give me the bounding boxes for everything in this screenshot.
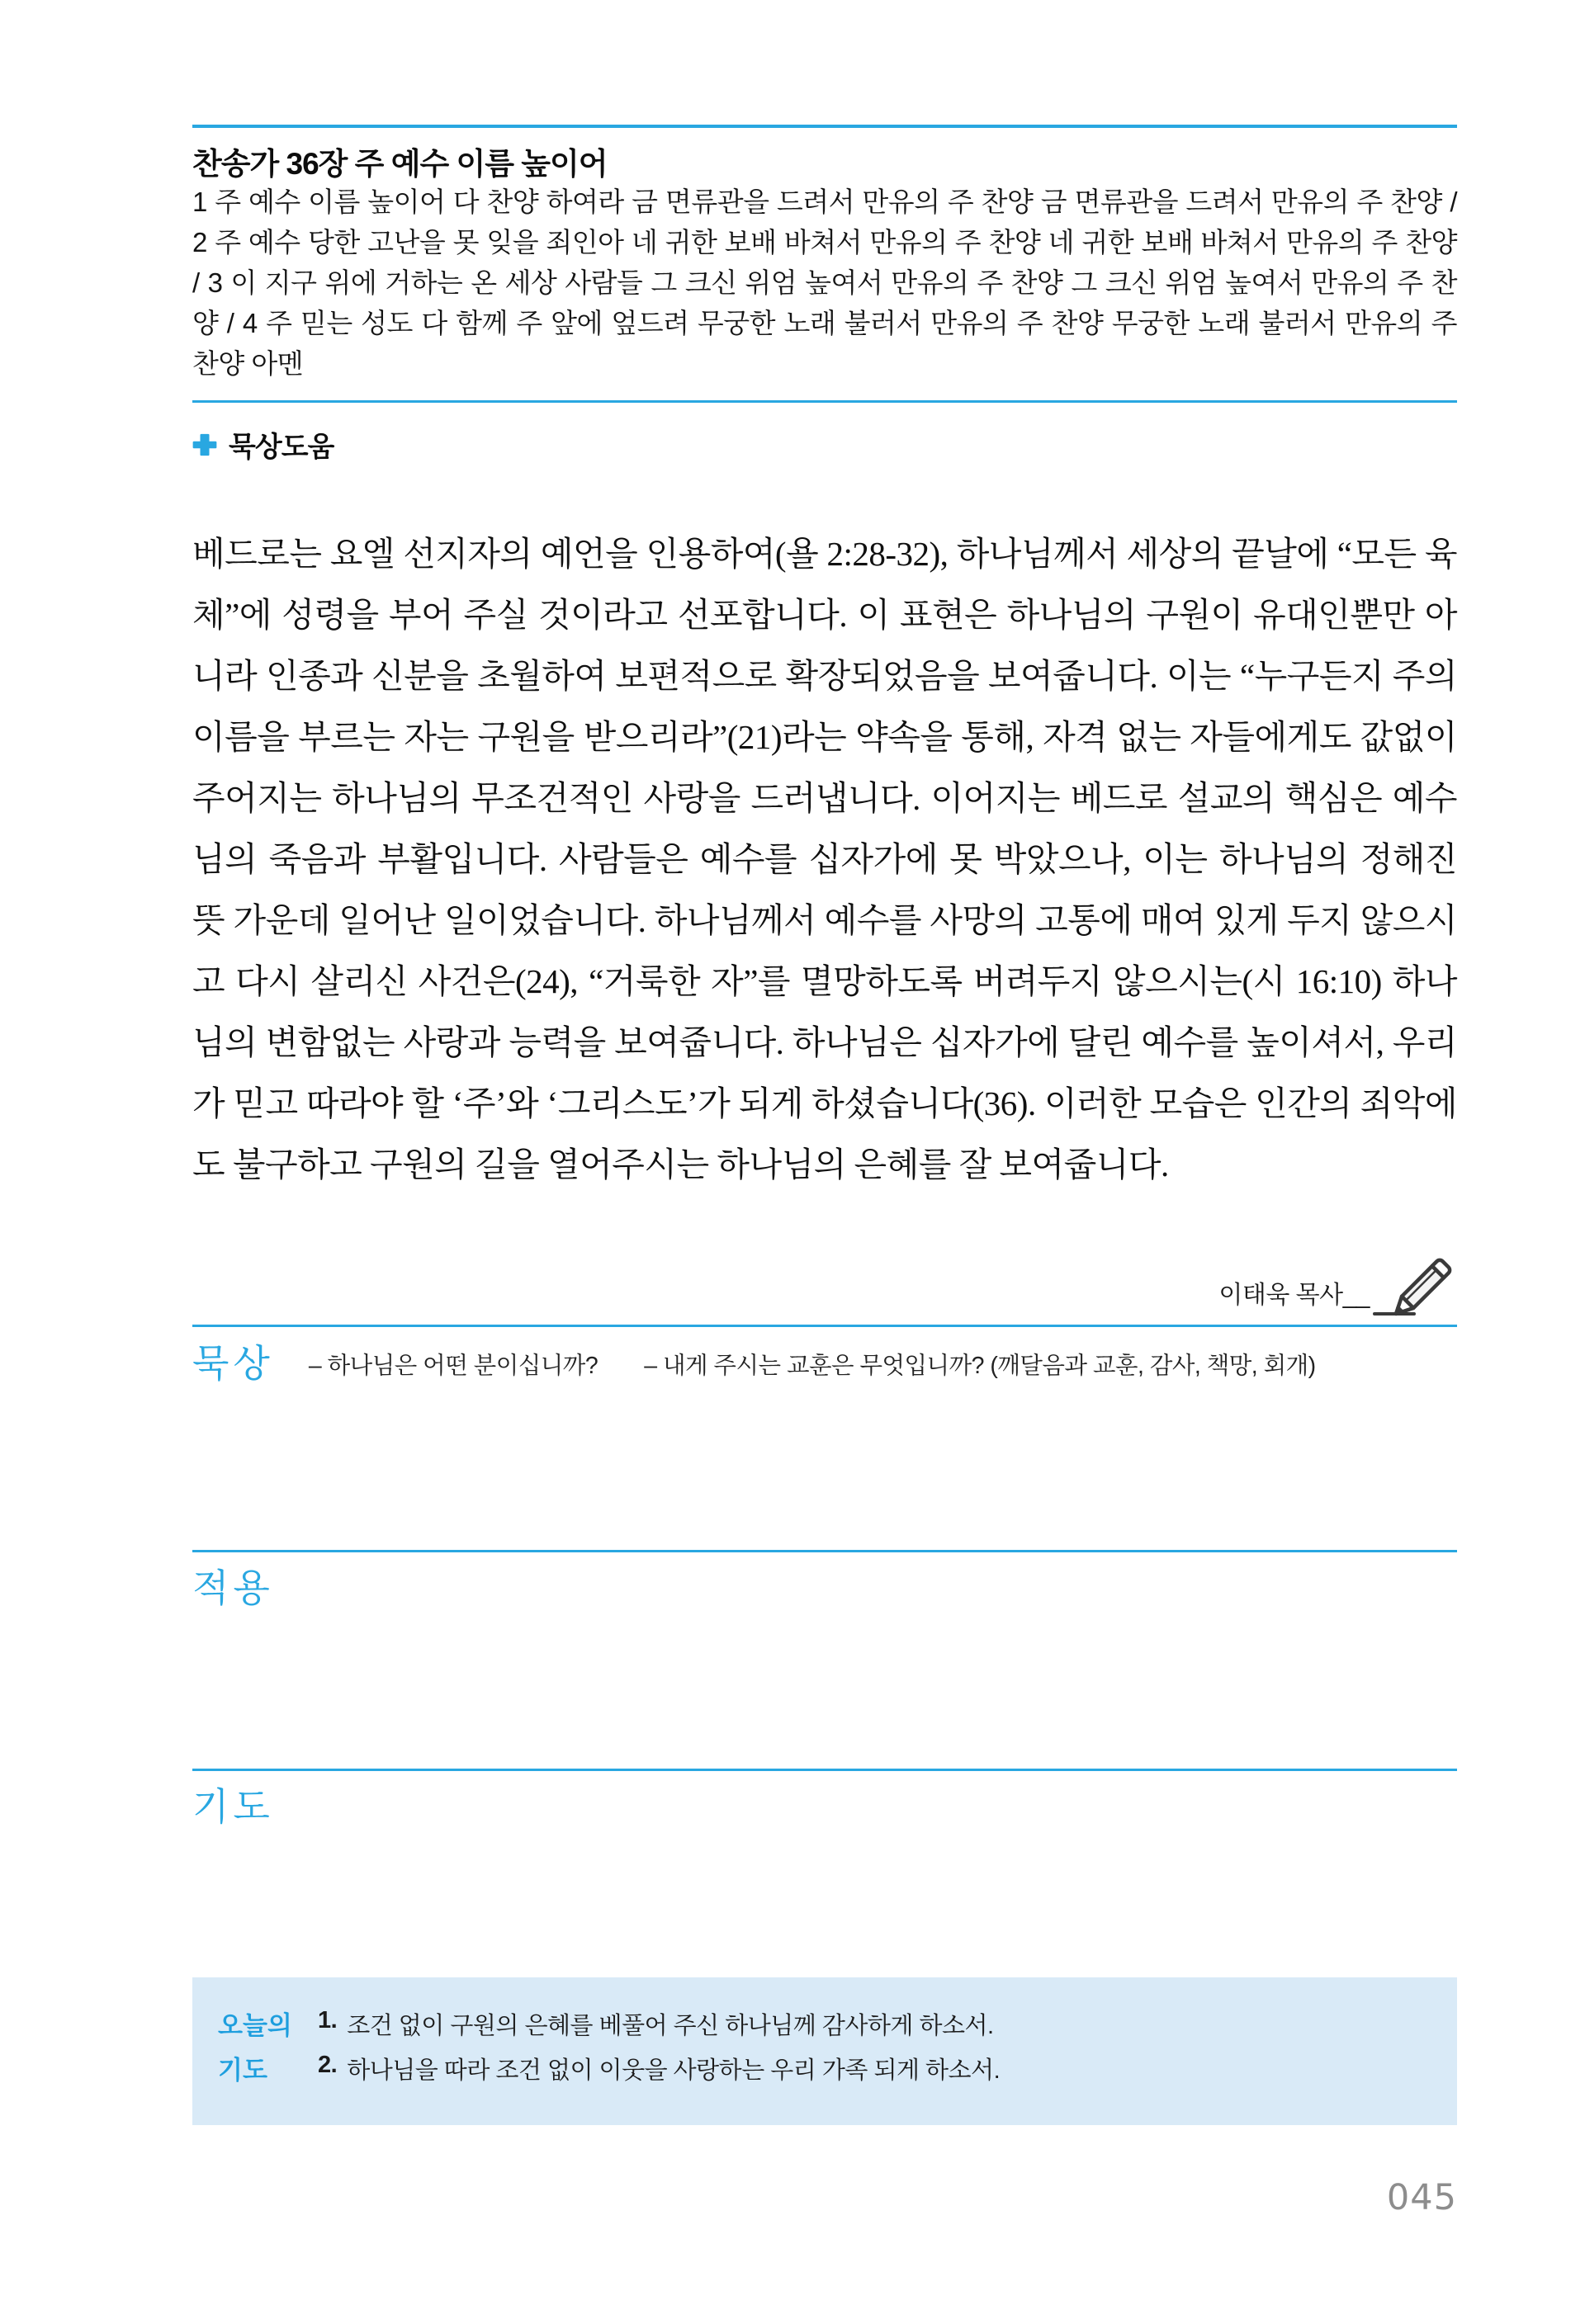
- prayer-section: [192, 1777, 1457, 1831]
- application-label: 적용: [192, 1566, 274, 1609]
- meditation-label: 묵상: [192, 1342, 274, 1385]
- top-divider: [192, 125, 1457, 128]
- author-signature: [1218, 1254, 1457, 1320]
- today-prayer-label-line2: 기도: [218, 2056, 267, 2085]
- meditation-help-divider: [192, 400, 1457, 403]
- hymn-title: 찬송가 36장 주 예수 이름 높이어: [192, 147, 608, 181]
- today-prayer-item-1-number: 1.: [318, 2007, 338, 2034]
- hymn-lyrics: 1 주 예수 이름 높이어 다 찬양 하여라 금 면류관을 드려서 만유의 주 찬양 금 면류관을 드려서 만유의 주 찬양 / 2 주 예수 당한 고난을 못 잊을 죄인아 네 귀한 보배 바쳐서 만유의 주 찬양 네 귀한 보배 바쳐서 만유의 주 찬양 / 3 이 지구 위에 거하는 온 세상 사람들 그 크신 위엄 높여서 만유의 주 찬양 그 크신 위엄 높여서 만유의 주 찬양 / 4 주 믿는 성도 다 함께 주 앞에 엎드려 무궁한 노래 불러서 만유의 주 찬양 무궁한 노래 불러서 만유의 주 찬양 아멘: [192, 187, 1457, 379]
- meditation-help-title: 묵상도움: [229, 432, 334, 463]
- meditation-help-body: 베드로는 요엘 선지자의 예언을 인용하여(욜 2:28-32), 하나님께서 세상의 끝날에 “모든 육체”에 성령을 부어 주실 것이라고 선포합니다. 이 표현은 하나님의 구원이 유대인뿐만 아니라 인종과 신분을 초월하여 보편적으로 확장되었음을 보여줍니다. 이는 “누구든지 주의 이름을 부르는 자는 구원을 받으리라”(21)라는 약속을 통해, 자격 없는 자들에게도 값없이 주어지는 하나님의 무조건적인 사랑을 드러냅니다. 이어지는 베드로 설교의 핵심은 예수님의 죽음과 부활입니다. 사람들은 예수를 십자가에 못 박았으나, 이는 하나님의 정해진 뜻 가운데 일어난 일이었습니다. 하나님께서 예수를 사망의 고통에 매여 있게 두지 않으시고 다시 살리신 사건은(24), “거룩한 자”를 멸망하도록 버려두지 않으시는(시 16:10) 하나님의 변함없는 사랑과 능력을 보여줍니다. 하나님은 십자가에 달린 예수를 높이셔서, 우리가 믿고 따라야 할 ‘주’와 ‘그리스도’가 되게 하셨습니다(36). 이러한 모습은 인간의 죄악에도 불구하고 구원의 길을 열어주시는 하나님의 은혜를 잘 보여줍니다.: [192, 535, 1457, 1183]
- prayer-label: 기도: [192, 1785, 274, 1828]
- meditation-divider: [192, 1325, 1457, 1327]
- plus-cross-icon: [192, 432, 217, 457]
- application-divider: [192, 1550, 1457, 1552]
- meditation-help-header: [192, 424, 1457, 465]
- meditation-question-1: – 하나님은 어떤 분이십니까?: [308, 1352, 599, 1379]
- today-prayer-item-2: [318, 2052, 1000, 2085]
- application-section: [192, 1558, 1457, 1613]
- author-name: 이태욱 목사__: [1218, 1282, 1370, 1309]
- today-prayer-item-1-text: 조건 없이 구원의 은혜를 베풀어 주신 하나님께 감사하게 하소서.: [347, 2013, 994, 2039]
- today-prayer-item-2-number: 2.: [318, 2052, 338, 2078]
- page-number: 045: [1386, 2177, 1457, 2218]
- meditation-questions: [309, 1347, 1316, 1381]
- meditation-question-2: – 내게 주시는 교훈은 무엇입니까? (깨달음과 교훈, 감사, 책망, 회개): [644, 1352, 1316, 1379]
- prayer-divider: [192, 1769, 1457, 1771]
- today-prayer-box: [192, 1977, 1457, 2125]
- today-prayer-item-1: [318, 2007, 994, 2041]
- meditation-section: [192, 1334, 1457, 1388]
- pencil-icon: [1371, 1254, 1457, 1320]
- today-prayer-label-line1: 오늘의: [218, 2011, 292, 2040]
- today-prayer-item-2-text: 하나님을 따라 조건 없이 이웃을 사랑하는 우리 가족 되게 하소서.: [347, 2057, 1001, 2084]
